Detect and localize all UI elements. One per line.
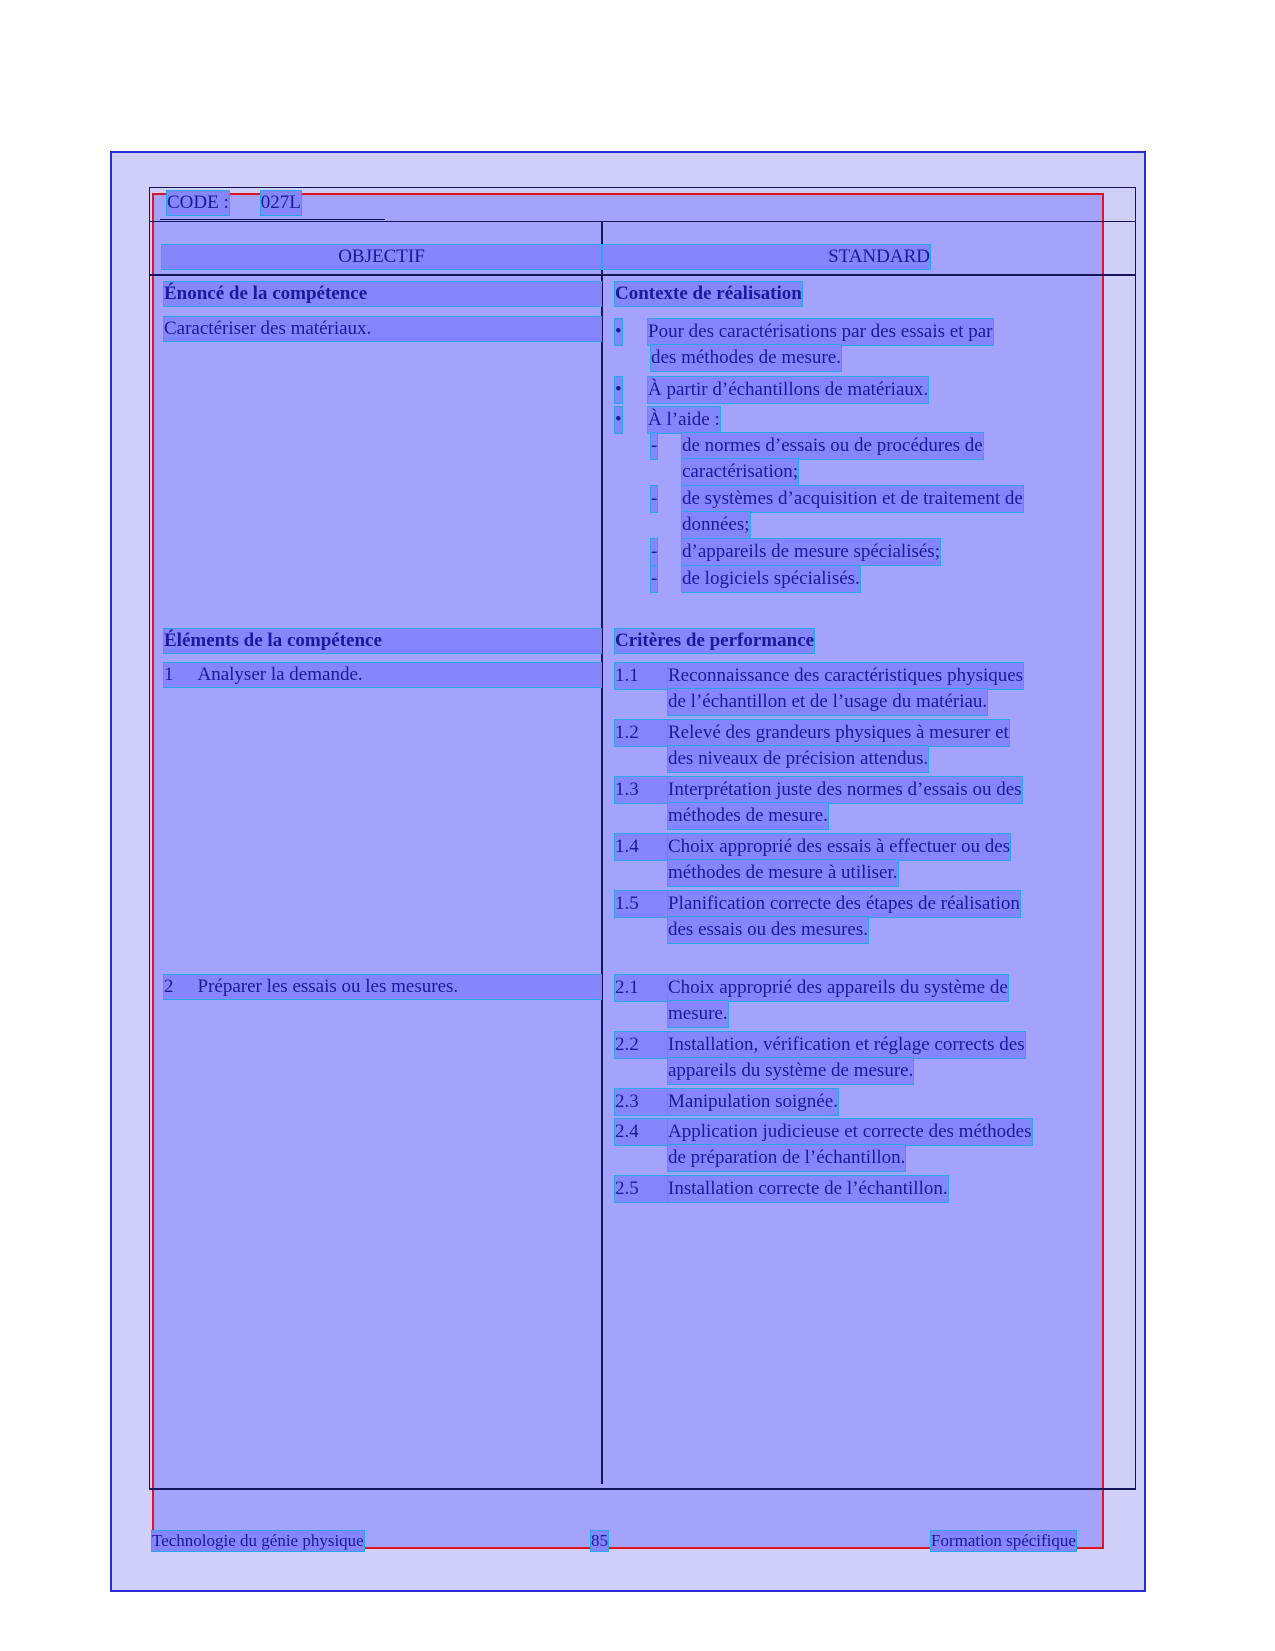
elements-title-text: Éléments de la compétence: [164, 629, 601, 653]
objectif-header: [162, 245, 601, 269]
critere-number: 2.2: [615, 1032, 667, 1058]
footer-left: [152, 1531, 364, 1551]
critere-line: Application judicieuse et correcte des méthodes: [668, 1119, 1032, 1145]
critere-item: [615, 1119, 1105, 1171]
critere-item: [615, 777, 1105, 829]
dash-marker: -: [651, 539, 657, 565]
element-number: 1: [164, 664, 174, 685]
element-item: [164, 663, 601, 687]
critere-line: Reconnaissance des caractéristiques physiques: [668, 663, 1023, 689]
objectif-header-text: OBJECTIF: [162, 245, 601, 269]
sub-line: données;: [682, 512, 750, 538]
critere-line: de l’échantillon et de l’usage du matériau.: [668, 689, 987, 715]
sub-line: de normes d’essais ou de procédures de: [682, 433, 983, 459]
contexte-sub-item: [651, 566, 1101, 592]
sub-line: de systèmes d’acquisition et de traitement de: [682, 486, 1023, 512]
critere-number: 1.4: [615, 834, 667, 860]
element-text: Préparer les essais ou les mesures.: [197, 976, 459, 997]
critere-line: de préparation de l’échantillon.: [668, 1145, 905, 1171]
criteres-title-text: Critères de performance: [615, 630, 815, 651]
critere-line: des niveaux de précision attendus.: [668, 746, 928, 772]
critere-line: méthodes de mesure.: [668, 803, 828, 829]
table-right-border: [1135, 187, 1136, 1489]
critere-number: 1.1: [615, 663, 667, 689]
footer-right-text: Formation spécifique: [931, 1531, 1076, 1550]
criteres-title: [615, 629, 814, 653]
critere-item: [615, 720, 1105, 772]
critere-number: 1.5: [615, 891, 667, 917]
critere-line: Choix approprié des appareils du système de: [668, 975, 1008, 1001]
table-left-border: [149, 187, 150, 1489]
column-divider: [601, 222, 603, 1484]
critere-item: [615, 891, 1105, 943]
footer-center-text: 85: [591, 1531, 608, 1550]
critere-line: des essais ou des mesures.: [668, 917, 868, 943]
table-bottom-border: [149, 1488, 1136, 1490]
bullet-line: Pour des caractérisations par des essais et par: [648, 319, 993, 345]
enonce-title: [164, 282, 601, 306]
element-number: 2: [164, 976, 174, 997]
critere-line: Planification correcte des étapes de réalisation: [668, 891, 1020, 917]
element-text: Analyser la demande.: [197, 664, 363, 685]
contexte-bullet: [615, 407, 1075, 433]
critere-item: [615, 1089, 1105, 1115]
contexte-sub-item: [651, 433, 1101, 485]
enonce-text: [164, 317, 601, 341]
bullet-marker: •: [615, 407, 622, 433]
critere-item: [615, 1176, 1105, 1202]
critere-line: Choix approprié des essais à effectuer ou des: [668, 834, 1010, 860]
critere-number: 2.4: [615, 1119, 667, 1145]
code-label: CODE :: [167, 192, 229, 213]
sub-line: d’appareils de mesure spécialisés;: [682, 539, 940, 565]
standard-header: [603, 245, 930, 269]
contexte-title: [615, 282, 802, 306]
elements-title: [164, 629, 601, 653]
bullet-line: À l’aide :: [648, 407, 720, 433]
code-separator: [149, 221, 1136, 222]
critere-line: méthodes de mesure à utiliser.: [668, 860, 898, 886]
critere-line: appareils du système de mesure.: [668, 1058, 913, 1084]
contexte-sub-item: [651, 486, 1101, 538]
critere-item: [615, 975, 1105, 1027]
critere-number: 2.5: [615, 1176, 667, 1202]
critere-line: Manipulation soignée.: [668, 1089, 838, 1115]
critere-item: [615, 1032, 1105, 1084]
critere-number: 2.3: [615, 1089, 667, 1115]
critere-line: Interprétation juste des normes d’essais ou des: [668, 777, 1022, 803]
critere-number: 1.2: [615, 720, 667, 746]
sub-line: de logiciels spécialisés.: [682, 566, 860, 592]
critere-line: Installation correcte de l’échantillon.: [668, 1176, 948, 1202]
code-value: 027L: [260, 192, 301, 213]
code-underline: [160, 219, 385, 220]
dash-marker: -: [651, 433, 657, 459]
critere-line: mesure.: [668, 1001, 728, 1027]
bullet-line: des méthodes de mesure.: [651, 345, 841, 371]
critere-number: 1.3: [615, 777, 667, 803]
footer-left-text: Technologie du génie physique: [152, 1531, 364, 1550]
critere-item: [615, 663, 1105, 715]
table-top-border: [149, 187, 1136, 188]
contexte-bullet: [615, 377, 1075, 403]
sub-line: caractérisation;: [682, 459, 798, 485]
dash-marker: -: [651, 566, 657, 592]
enonce-text-value: Caractériser des matériaux.: [164, 317, 601, 341]
contexte-title-text: Contexte de réalisation: [615, 283, 802, 304]
bullet-marker: •: [615, 319, 622, 345]
bullet-line: À partir d’échantillons de matériaux.: [648, 377, 928, 403]
footer-right: [931, 1531, 1076, 1551]
bullet-marker: •: [615, 377, 622, 403]
contexte-sub-item: [651, 539, 1101, 565]
critere-line: Relevé des grandeurs physiques à mesurer et: [668, 720, 1009, 746]
header-separator: [149, 274, 1136, 276]
contexte-bullet: [615, 319, 1075, 371]
critere-item: [615, 834, 1105, 886]
dash-marker: -: [651, 486, 657, 512]
footer-page-number: [591, 1531, 608, 1551]
enonce-title-text: Énoncé de la compétence: [164, 282, 601, 306]
code-line: [167, 191, 301, 215]
element-item: [164, 975, 601, 999]
standard-header-text: STANDARD: [603, 245, 930, 269]
critere-number: 2.1: [615, 975, 667, 1001]
critere-line: Installation, vérification et réglage corrects des: [668, 1032, 1025, 1058]
